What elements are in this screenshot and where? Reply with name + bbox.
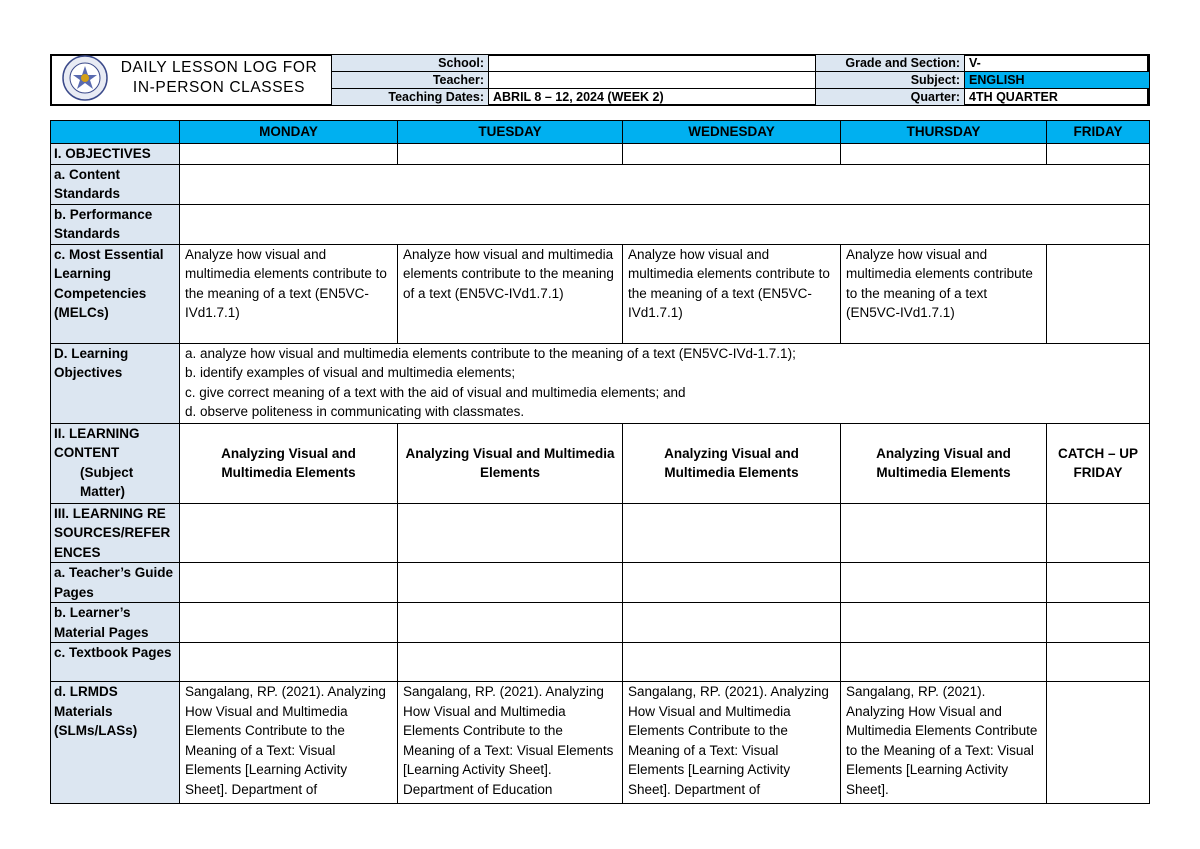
- lrmds-monday[interactable]: [180, 682, 398, 804]
- cell[interactable]: [1047, 503, 1150, 563]
- day-header-monday: MONDAY: [180, 121, 398, 144]
- cell[interactable]: [841, 603, 1047, 643]
- title-line-2: IN-PERSON CLASSES: [132, 79, 306, 96]
- row-label-learning-content: [51, 423, 180, 503]
- lrmds-friday[interactable]: [1047, 682, 1150, 804]
- row-label-resources: III. LEARNING RESOURCES/REFERENCES: [51, 503, 180, 563]
- teaching-dates-field[interactable]: ABRIL 8 – 12, 2024 (WEEK 2): [489, 89, 816, 106]
- row-label-learners-material: b. Learner’s Material Pages: [51, 603, 180, 643]
- cell[interactable]: [623, 503, 841, 563]
- melc-thursday[interactable]: Analyze how visual and multimedia elements contribute to the meaning of a text (EN5VC-IVd1.7.1): [841, 244, 1047, 343]
- melc-monday[interactable]: Analyze how visual and multimedia elements contribute to the meaning of a text (EN5VC-IVd1.7.1): [180, 244, 398, 343]
- row-label-melcs: c. Most Essential Learning Competencies (MELCs): [51, 244, 180, 343]
- content-thursday[interactable]: Analyzing Visual and Multimedia Elements: [841, 423, 1047, 503]
- performance-standards-row: [51, 204, 1150, 244]
- resources-row: [51, 503, 1150, 563]
- document-title: [110, 55, 328, 101]
- cell[interactable]: [1047, 643, 1150, 682]
- content-monday[interactable]: Analyzing Visual and Multimedia Elements: [180, 423, 398, 503]
- row-label-teachers-guide: a. Teacher’s Guide Pages: [51, 563, 180, 603]
- cell[interactable]: [398, 563, 623, 603]
- row-label-performance-standards: b. Performance Standards: [51, 204, 180, 244]
- melcs-row: [51, 244, 1150, 343]
- subject-field[interactable]: ENGLISH: [965, 72, 1150, 89]
- lrmds-thursday[interactable]: [841, 682, 1047, 804]
- row-label-lrmds: d. LRMDS Materials (SLMs/LASs): [51, 682, 180, 804]
- deped-seal-icon: [62, 55, 108, 101]
- school-label: School:: [332, 55, 489, 72]
- cell[interactable]: [1047, 563, 1150, 603]
- lrmds-wednesday[interactable]: [623, 682, 841, 804]
- cell[interactable]: [623, 643, 841, 682]
- teacher-label: Teacher:: [332, 72, 489, 89]
- grade-section-field[interactable]: V-: [965, 55, 1150, 72]
- teaching-dates-label: Teaching Dates:: [332, 89, 489, 106]
- title-line-1: DAILY LESSON LOG FOR: [120, 59, 318, 76]
- learning-content-label: II. LEARNING CONTENT: [54, 425, 140, 460]
- objective-item: c. give correct meaning of a text with the aid of visual and multimedia elements; and: [185, 384, 686, 400]
- day-header-row: [51, 121, 1150, 144]
- cell[interactable]: [1047, 603, 1150, 643]
- cell[interactable]: [180, 643, 398, 682]
- cell[interactable]: [841, 563, 1047, 603]
- cell[interactable]: [623, 603, 841, 643]
- day-header-friday: FRIDAY: [1047, 121, 1150, 144]
- learners-material-row: [51, 603, 1150, 643]
- content-tuesday[interactable]: Analyzing Visual and Multimedia Elements: [398, 423, 623, 503]
- cell[interactable]: [623, 144, 841, 165]
- cell[interactable]: [180, 603, 398, 643]
- content-standards-cell[interactable]: [180, 164, 1150, 204]
- cell[interactable]: [180, 563, 398, 603]
- cell[interactable]: [398, 603, 623, 643]
- lrmds-tuesday-text: Sangalang, RP. (2021). Analyzing How Visual and Multimedia Elements Contribute to the Meaning of a Text: Visual Elements [Learning Activity Sheet]. Department of Education: [403, 684, 614, 797]
- cell[interactable]: [841, 144, 1047, 165]
- cell[interactable]: [180, 503, 398, 563]
- cell[interactable]: [398, 144, 623, 165]
- corner-cell: [51, 121, 180, 144]
- objective-item: b. identify examples of visual and multimedia elements;: [185, 365, 516, 380]
- learning-objectives-row: [51, 343, 1150, 423]
- row-label-learning-objectives: D. Learning Objectives: [51, 343, 180, 423]
- content-standards-row: [51, 164, 1150, 204]
- grade-section-label: Grade and Section:: [816, 55, 965, 72]
- lrmds-row: [51, 682, 1150, 804]
- cell[interactable]: [841, 503, 1047, 563]
- cell[interactable]: [623, 563, 841, 603]
- lrmds-monday-text: Sangalang, RP. (2021). Analyzing How Visual and Multimedia Elements Contribute to the Meaning of a Text: Visual Elements [Learning Activity Sheet]. Department of: [185, 684, 386, 797]
- quarter-field[interactable]: 4TH QUARTER: [965, 89, 1150, 106]
- day-header-wednesday: WEDNESDAY: [623, 121, 841, 144]
- learning-objectives-cell[interactable]: [180, 343, 1150, 423]
- lesson-log-table: [50, 120, 1150, 804]
- performance-standards-cell[interactable]: [180, 204, 1150, 244]
- row-label-content-standards: a. Content Standards: [51, 164, 180, 204]
- lrmds-wednesday-text: Sangalang, RP. (2021). Analyzing How Visual and Multimedia Elements Contribute to the Meaning of a Text: Visual Elements [Learning Activity Sheet]. Department of: [628, 684, 829, 797]
- content-friday[interactable]: CATCH – UP FRIDAY: [1047, 423, 1150, 503]
- cell[interactable]: [841, 643, 1047, 682]
- objective-item: d. observe politeness in communicating with classmates.: [185, 404, 525, 419]
- textbook-row: [51, 643, 1150, 682]
- lrmds-thursday-text: Sangalang, RP. (2021). Analyzing How Visual and Multimedia Elements Contribute to the Meaning of a Text: Visual Elements [Learning Activity Sheet].: [846, 684, 1038, 797]
- day-header-tuesday: TUESDAY: [398, 121, 623, 144]
- objective-item: a. analyze how visual and multimedia elements contribute to the meaning of a text (EN5VC-IVd-1.7.1);: [185, 345, 796, 361]
- melc-tuesday[interactable]: Analyze how visual and multimedia elements contribute to the meaning of a text (EN5VC-IVd1.7.1): [398, 244, 623, 343]
- school-field[interactable]: [489, 55, 816, 72]
- day-header-thursday: THURSDAY: [841, 121, 1047, 144]
- melc-friday[interactable]: [1047, 244, 1150, 343]
- learning-content-row: [51, 423, 1150, 503]
- subject-matter-label: (Subject Matter): [80, 464, 134, 499]
- melc-wednesday[interactable]: Analyze how visual and multimedia elements contribute to the meaning of a text (EN5VC-IVd1.7.1): [623, 244, 841, 343]
- teacher-field[interactable]: [489, 72, 816, 89]
- cell[interactable]: [1047, 144, 1150, 165]
- lrmds-tuesday[interactable]: [398, 682, 623, 804]
- row-label-objectives: I. OBJECTIVES: [51, 144, 180, 165]
- teachers-guide-row: [51, 563, 1150, 603]
- cell[interactable]: [180, 144, 398, 165]
- objectives-row: [51, 144, 1150, 165]
- cell[interactable]: [398, 503, 623, 563]
- subject-label: Subject:: [816, 72, 965, 89]
- header-info-table: [331, 54, 1150, 106]
- cell[interactable]: [398, 643, 623, 682]
- content-wednesday[interactable]: Analyzing Visual and Multimedia Elements: [623, 423, 841, 503]
- quarter-label: Quarter:: [816, 89, 965, 106]
- row-label-textbook: c. Textbook Pages: [51, 643, 180, 682]
